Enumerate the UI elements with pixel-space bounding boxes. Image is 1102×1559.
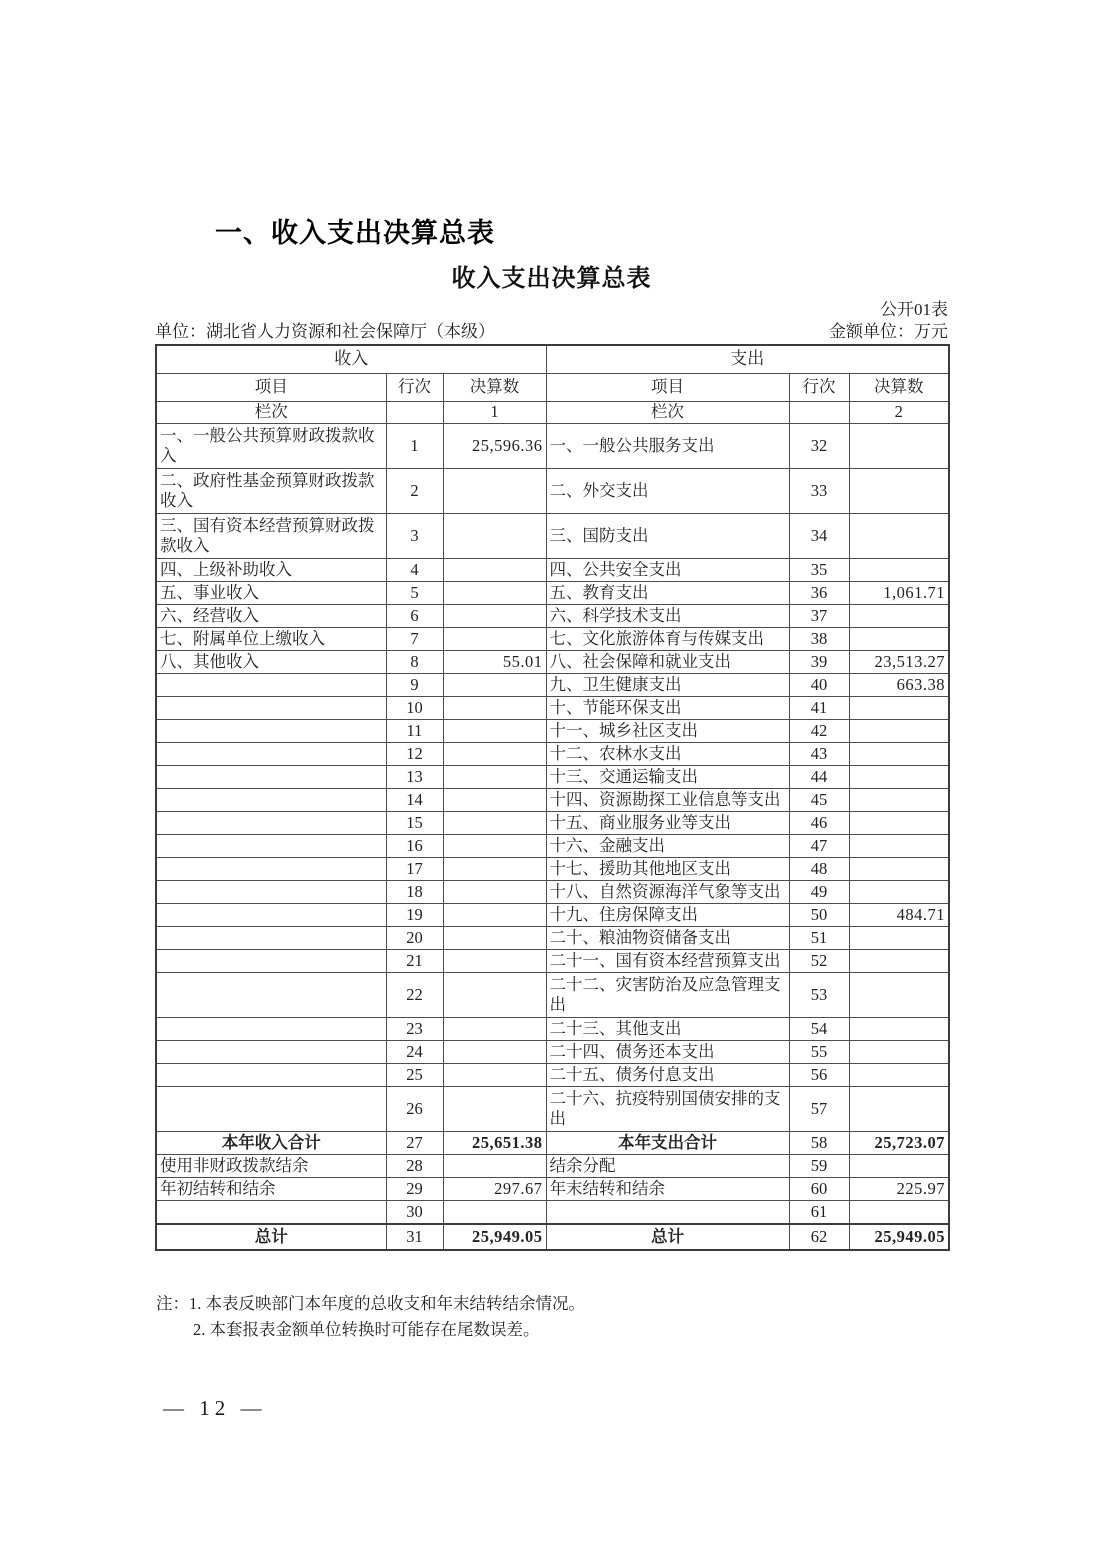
expense-line-no-cell: 50 [789, 904, 849, 927]
table-row [156, 582, 949, 605]
expense-line-no-cell: 59 [789, 1155, 849, 1178]
expense-item-cell: 三、国防支出 [546, 514, 789, 559]
expense-line-no-cell: 60 [789, 1178, 849, 1201]
table-row [156, 651, 949, 674]
expense-item-cell: 六、科学技术支出 [546, 605, 789, 628]
expense-item-cell: 本年支出合计 [546, 1132, 789, 1155]
table-row [156, 766, 949, 789]
income-amount-cell [443, 559, 546, 582]
table-row [156, 1201, 949, 1225]
expense-amount-cell [849, 559, 949, 582]
expense-item-cell: 十三、交通运输支出 [546, 766, 789, 789]
income-amount-cell [443, 973, 546, 1018]
expense-item-cell: 十五、商业服务业等支出 [546, 812, 789, 835]
table-row [156, 973, 949, 1018]
income-item-cell: 年初结转和结余 [156, 1178, 386, 1201]
income-amount-cell [443, 1155, 546, 1178]
income-item-cell [156, 1201, 386, 1225]
expense-amount-cell [849, 424, 949, 469]
expense-amount-cell [849, 605, 949, 628]
expense-line-no-cell: 55 [789, 1041, 849, 1064]
income-item-cell [156, 812, 386, 835]
table-row [156, 605, 949, 628]
expense-line-no-cell: 36 [789, 582, 849, 605]
income-line-no-cell: 7 [386, 628, 443, 651]
income-item-cell: 本年收入合计 [156, 1132, 386, 1155]
expense-amount-cell: 1,061.71 [849, 582, 949, 605]
income-item-cell [156, 950, 386, 973]
expense-amount-cell [849, 766, 949, 789]
income-line-no-cell: 24 [386, 1041, 443, 1064]
expense-amount-cell [849, 1087, 949, 1132]
expense-line-no-cell: 48 [789, 858, 849, 881]
expense-line-no-cell: 47 [789, 835, 849, 858]
income-amount-header: 决算数 [443, 374, 546, 402]
income-line-no-cell: 18 [386, 881, 443, 904]
expense-item-cell: 总计 [546, 1224, 789, 1250]
expense-item-cell: 二十、粮油物资储备支出 [546, 927, 789, 950]
expense-line-no-cell: 56 [789, 1064, 849, 1087]
income-line-no-cell: 26 [386, 1087, 443, 1132]
table-row [156, 881, 949, 904]
table-row [156, 697, 949, 720]
table-row [156, 1224, 949, 1250]
income-line-no-cell: 1 [386, 424, 443, 469]
income-amount-cell [443, 582, 546, 605]
expense-item-cell: 十六、金融支出 [546, 835, 789, 858]
income-line-no-cell: 9 [386, 674, 443, 697]
income-amount-cell [443, 835, 546, 858]
expense-item-cell: 十九、住房保障支出 [546, 904, 789, 927]
table-row [156, 1018, 949, 1041]
expense-amount-cell [849, 1201, 949, 1225]
footnote-2: 2. 本套报表金额单位转换时可能存在尾数误差。 [193, 1319, 540, 1339]
expense-amount-cell: 484.71 [849, 904, 949, 927]
income-item-cell [156, 1064, 386, 1087]
income-item-cell [156, 766, 386, 789]
income-line-no-cell: 29 [386, 1178, 443, 1201]
income-amount-cell [443, 720, 546, 743]
expense-line-no-cell: 42 [789, 720, 849, 743]
income-line-no-cell: 3 [386, 514, 443, 559]
expense-amount-header: 决算数 [849, 374, 949, 402]
income-line-no-cell: 14 [386, 789, 443, 812]
income-amount-cell [443, 766, 546, 789]
expense-item-cell: 十二、农林水支出 [546, 743, 789, 766]
expense-line-no-cell: 62 [789, 1224, 849, 1250]
expense-amount-cell [849, 1064, 949, 1087]
expense-line-no-cell: 58 [789, 1132, 849, 1155]
income-item-cell [156, 1087, 386, 1132]
table-row [156, 1132, 949, 1155]
expense-item-cell [546, 1201, 789, 1225]
income-line-no-cell: 17 [386, 858, 443, 881]
expense-amount-cell [849, 835, 949, 858]
table-row [156, 927, 949, 950]
income-amount-cell [443, 927, 546, 950]
expense-line-no-cell: 45 [789, 789, 849, 812]
income-amount-cell [443, 628, 546, 651]
income-amount-cell [443, 789, 546, 812]
expense-amount-cell [849, 514, 949, 559]
expense-amount-cell [849, 858, 949, 881]
table-row [156, 514, 949, 559]
column-header-row [156, 374, 949, 402]
expense-line-no-cell: 49 [789, 881, 849, 904]
expense-amount-cell: 225.97 [849, 1178, 949, 1201]
expense-item-cell: 五、教育支出 [546, 582, 789, 605]
expense-amount-cell [849, 1155, 949, 1178]
expense-line-no-cell: 37 [789, 605, 849, 628]
income-item-cell [156, 720, 386, 743]
expense-line-no-cell: 43 [789, 743, 849, 766]
table-row [156, 835, 949, 858]
expense-item-cell: 结余分配 [546, 1155, 789, 1178]
income-line-header: 行次 [386, 374, 443, 402]
expense-amount-cell [849, 743, 949, 766]
expense-item-cell: 四、公共安全支出 [546, 559, 789, 582]
expense-item-cell: 二、外交支出 [546, 469, 789, 514]
expense-item-cell: 二十五、债务付息支出 [546, 1064, 789, 1087]
section-header-row [156, 345, 949, 374]
expense-amount-cell [849, 628, 949, 651]
expense-line-no-cell: 57 [789, 1087, 849, 1132]
income-item-cell [156, 881, 386, 904]
expense-line-no-cell: 51 [789, 927, 849, 950]
expense-amount-cell [849, 1041, 949, 1064]
expense-line-no-cell: 35 [789, 559, 849, 582]
income-line-no-cell: 22 [386, 973, 443, 1018]
income-item-cell: 七、附属单位上缴收入 [156, 628, 386, 651]
expense-line-no-cell: 34 [789, 514, 849, 559]
table-row [156, 1041, 949, 1064]
income-amount-cell [443, 1018, 546, 1041]
table-row [156, 743, 949, 766]
table-row [156, 789, 949, 812]
income-amount-cell: 25,651.38 [443, 1132, 546, 1155]
footnotes [156, 1291, 956, 1342]
income-line-no-cell: 25 [386, 1064, 443, 1087]
income-amount-cell [443, 1087, 546, 1132]
income-amount-cell [443, 1201, 546, 1225]
expense-item-cell: 一、一般公共服务支出 [546, 424, 789, 469]
unit-info-line [155, 317, 948, 342]
section-heading: 一、收入支出决算总表 [215, 218, 495, 248]
expense-amount-cell: 25,723.07 [849, 1132, 949, 1155]
income-item-cell: 使用非财政拨款结余 [156, 1155, 386, 1178]
income-line-no-cell: 20 [386, 927, 443, 950]
income-item-cell [156, 927, 386, 950]
expense-item-cell: 二十一、国有资本经营预算支出 [546, 950, 789, 973]
expense-item-header: 项目 [546, 374, 789, 402]
income-line-no-cell: 4 [386, 559, 443, 582]
income-line-no-cell: 5 [386, 582, 443, 605]
income-item-cell [156, 973, 386, 1018]
expense-amount-cell: 23,513.27 [849, 651, 949, 674]
expense-item-cell: 二十二、灾害防治及应急管理支出 [546, 973, 789, 1018]
income-amount-cell [443, 1041, 546, 1064]
income-lanci-label: 栏次 [156, 402, 386, 424]
account-table-body [156, 345, 949, 1250]
income-amount-cell: 55.01 [443, 651, 546, 674]
expense-section-header: 支出 [546, 345, 949, 374]
expense-item-cell: 二十四、债务还本支出 [546, 1041, 789, 1064]
expense-amount-cell [849, 927, 949, 950]
expense-amount-cell: 25,949.05 [849, 1224, 949, 1250]
income-lanci-blank [386, 402, 443, 424]
income-amount-cell [443, 743, 546, 766]
table-row [156, 1087, 949, 1132]
income-line-no-cell: 23 [386, 1018, 443, 1041]
income-amount-cell [443, 858, 546, 881]
income-line-no-cell: 2 [386, 469, 443, 514]
expense-lanci-label: 栏次 [546, 402, 789, 424]
expense-item-cell: 八、社会保障和就业支出 [546, 651, 789, 674]
income-line-no-cell: 30 [386, 1201, 443, 1225]
table-row [156, 950, 949, 973]
income-column-index: 1 [443, 402, 546, 424]
expense-item-cell: 十四、资源勘探工业信息等支出 [546, 789, 789, 812]
expense-amount-cell [849, 1018, 949, 1041]
table-row [156, 674, 949, 697]
income-item-cell [156, 1018, 386, 1041]
income-amount-cell: 25,596.36 [443, 424, 546, 469]
income-amount-cell: 297.67 [443, 1178, 546, 1201]
expense-amount-cell [849, 881, 949, 904]
income-item-cell: 八、其他收入 [156, 651, 386, 674]
income-item-cell: 一、一般公共预算财政拨款收入 [156, 424, 386, 469]
expense-amount-cell [849, 469, 949, 514]
income-amount-cell [443, 674, 546, 697]
income-line-no-cell: 15 [386, 812, 443, 835]
income-line-no-cell: 13 [386, 766, 443, 789]
expense-amount-cell [849, 950, 949, 973]
expense-amount-cell [849, 973, 949, 1018]
expense-line-no-cell: 54 [789, 1018, 849, 1041]
table-row [156, 720, 949, 743]
table-row [156, 904, 949, 927]
income-line-no-cell: 27 [386, 1132, 443, 1155]
table-row [156, 469, 949, 514]
income-amount-cell [443, 904, 546, 927]
income-item-cell: 二、政府性基金预算财政拨款收入 [156, 469, 386, 514]
income-item-cell [156, 858, 386, 881]
expense-lanci-blank [789, 402, 849, 424]
table-row [156, 1178, 949, 1201]
expense-line-no-cell: 46 [789, 812, 849, 835]
table-row [156, 858, 949, 881]
income-amount-cell [443, 881, 546, 904]
expense-line-no-cell: 38 [789, 628, 849, 651]
income-amount-cell [443, 469, 546, 514]
expense-amount-cell [849, 720, 949, 743]
income-amount-cell [443, 812, 546, 835]
income-item-cell: 六、经营收入 [156, 605, 386, 628]
expense-item-cell: 十七、援助其他地区支出 [546, 858, 789, 881]
expense-item-cell: 七、文化旅游体育与传媒支出 [546, 628, 789, 651]
table-row [156, 424, 949, 469]
expense-line-no-cell: 44 [789, 766, 849, 789]
income-line-no-cell: 16 [386, 835, 443, 858]
expense-line-header: 行次 [789, 374, 849, 402]
income-section-header: 收入 [156, 345, 546, 374]
income-line-no-cell: 6 [386, 605, 443, 628]
table-row [156, 628, 949, 651]
expense-line-no-cell: 33 [789, 469, 849, 514]
column-index-row [156, 402, 949, 424]
income-amount-cell [443, 514, 546, 559]
income-line-no-cell: 21 [386, 950, 443, 973]
expense-amount-cell [849, 812, 949, 835]
table-row [156, 1064, 949, 1087]
income-line-no-cell: 10 [386, 697, 443, 720]
table-title: 收入支出决算总表 [451, 265, 652, 292]
form-number-label: 公开01表 [880, 300, 948, 319]
income-item-cell: 三、国有资本经营预算财政拨款收入 [156, 514, 386, 559]
income-line-no-cell: 31 [386, 1224, 443, 1250]
expense-line-no-cell: 40 [789, 674, 849, 697]
income-item-cell [156, 743, 386, 766]
table-row [156, 1155, 949, 1178]
expense-amount-cell [849, 789, 949, 812]
income-line-no-cell: 19 [386, 904, 443, 927]
expense-line-no-cell: 32 [789, 424, 849, 469]
expense-item-cell: 十、节能环保支出 [546, 697, 789, 720]
expense-line-no-cell: 61 [789, 1201, 849, 1225]
table-row [156, 559, 949, 582]
income-line-no-cell: 28 [386, 1155, 443, 1178]
expense-item-cell: 二十六、抗疫特别国债安排的支出 [546, 1087, 789, 1132]
income-item-cell [156, 904, 386, 927]
income-item-cell: 五、事业收入 [156, 582, 386, 605]
expense-amount-cell [849, 697, 949, 720]
income-item-cell [156, 1041, 386, 1064]
income-amount-cell [443, 697, 546, 720]
income-amount-cell [443, 605, 546, 628]
reporting-unit-label: 单位：湖北省人力资源和社会保障厅（本级） [155, 322, 495, 341]
income-item-cell [156, 674, 386, 697]
income-item-header: 项目 [156, 374, 386, 402]
expense-line-no-cell: 41 [789, 697, 849, 720]
currency-unit-label: 金额单位：万元 [829, 322, 948, 341]
income-item-cell: 总计 [156, 1224, 386, 1250]
expense-item-cell: 年末结转和结余 [546, 1178, 789, 1201]
income-item-cell [156, 835, 386, 858]
expense-amount-cell: 663.38 [849, 674, 949, 697]
expense-column-index: 2 [849, 402, 949, 424]
income-amount-cell [443, 1064, 546, 1087]
expense-item-cell: 二十三、其他支出 [546, 1018, 789, 1041]
footnote-1: 注：1. 本表反映部门本年度的总收支和年末结转结余情况。 [156, 1294, 585, 1313]
table-row [156, 812, 949, 835]
income-amount-cell: 25,949.05 [443, 1224, 546, 1250]
income-line-no-cell: 8 [386, 651, 443, 674]
income-amount-cell [443, 950, 546, 973]
income-line-no-cell: 12 [386, 743, 443, 766]
income-item-cell [156, 789, 386, 812]
expense-line-no-cell: 39 [789, 651, 849, 674]
page-number: — 12 — [163, 1396, 267, 1420]
income-item-cell [156, 697, 386, 720]
income-item-cell: 四、上级补助收入 [156, 559, 386, 582]
final-accounts-table [155, 344, 950, 1251]
income-line-no-cell: 11 [386, 720, 443, 743]
expense-item-cell: 九、卫生健康支出 [546, 674, 789, 697]
expense-line-no-cell: 53 [789, 973, 849, 1018]
expense-item-cell: 十一、城乡社区支出 [546, 720, 789, 743]
expense-line-no-cell: 52 [789, 950, 849, 973]
expense-item-cell: 十八、自然资源海洋气象等支出 [546, 881, 789, 904]
